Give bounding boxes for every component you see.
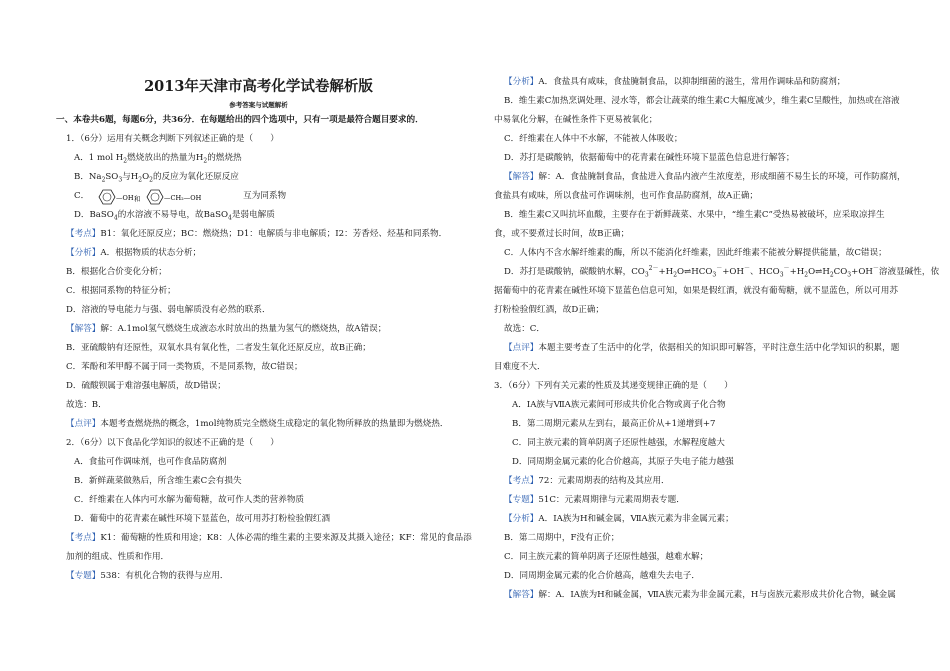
q3-jieda: 【解答】解：A．ⅠA族为H和碱金属，ⅦA族元素为非金属元素，H与卤族元素形成共价化合物，碱金属 <box>504 590 896 600</box>
phenol-ring <box>99 190 115 204</box>
q2-option-d: D．葡萄中的花青素在碱性环境下显蓝色，故可用苏打粉检验假红酒 <box>74 514 331 524</box>
benzyl-group: —CH₂—OH <box>164 193 202 202</box>
q1-option-d: D．BaSO$_4$的水溶液不易导电，故BaSO$_4$是弱电解质 <box>74 210 275 222</box>
q1-option-b: B．$Na_2SO_3$与$H_2O_2$的反应为氧化还原反应 <box>74 172 239 184</box>
phenol-group: —OH <box>116 193 134 202</box>
q3-fenxi-line: C．同主族元素的简单阴离子还原性越强，越难水解； <box>504 552 709 562</box>
page-subtitle: 参考答案与试题解析 <box>229 101 288 109</box>
q2-fenxi-line: 中易氧化分解，在碱性条件下更易被氧化； <box>494 115 658 125</box>
and-word: 和 <box>134 194 141 203</box>
q3-option-c: C．同主族元素的简单阴离子还原性越强，水解程度越大 <box>512 438 725 448</box>
page-title: 2013年天津市高考化学试卷解析版 <box>144 78 373 95</box>
q2-jieda-line: 打粉检验假红酒，故D正确； <box>494 305 605 315</box>
q1-fenxi: 【分析】A．根据物质的状态分析； <box>66 248 202 258</box>
q2-kaodian-line: 加剂的组成、性质和作用． <box>66 552 170 562</box>
q3-option-a: A．ⅠA族与ⅦA族元素间可形成共价化合物或离子化合物 <box>512 400 726 410</box>
q2-fenxi-line: D．苏打是碳酸钠，依据葡萄中的花青素在碱性环境下显蓝色信息进行解答； <box>504 153 795 163</box>
q1-kaodian: 【考点】B1：氧化还原反应；BC：燃烧热；D1：电解质与非电解质；I2：芳香烃、烃基和同系物． <box>66 229 448 239</box>
q2-option-b: B．新鲜蔬菜做熟后，所含维生素C会有损失 <box>74 476 242 486</box>
q2-jieda-line: C．人体内不含水解纤维素的酶，所以不能消化纤维素，因此纤维素不能被分解提供能量，故C错误； <box>504 248 887 258</box>
q2-answer: 故选：C． <box>504 324 545 334</box>
q1-jieda-line: D．硫酸钡属于难溶强电解质，故D错误； <box>66 381 226 391</box>
q1-fenxi-line: D．溶液的导电能力与强、弱电解质没有必然的联系． <box>66 305 271 315</box>
q2-jieda-line: 食盐具有咸味，所以食盐可作调味剂，也可作食品防腐剂，故A正确； <box>494 191 759 201</box>
q2-jieda-line: 据葡萄中的花青素在碱性环境下显蓝色信息可知，如果是假红酒，就没有葡萄糖，就不显蓝色，所以可用苏 <box>494 286 898 296</box>
q2-kaodian: 【考点】K1：葡萄糖的性质和用途；K8：人体必需的维生素的主要来源及其摄入途径；KF：常见的食品添 <box>66 533 472 543</box>
benzyl-ring-circle <box>151 193 159 201</box>
q3-stem: 3．（6分）下列有关元素的性质及其递变规律正确的是（ ） <box>494 381 733 391</box>
q2-zhuanti: 【专题】538：有机化合物的获得与应用． <box>66 571 229 581</box>
q3-option-d: D．同周期金属元素的化合价越高，其原子失电子能力越强 <box>512 457 734 467</box>
q1-option-c: C． —OH 和 —CH₂—OH 互为同系物 <box>56 187 461 206</box>
q2-option-c: C．纤维素在人体内可水解为葡萄糖，故可作人类的营养物质 <box>74 495 305 505</box>
phenol-ring-circle <box>103 193 111 201</box>
q1-jieda: 【解答】解：A.1mol氢气燃烧生成液态水时放出的热量为氢气的燃烧热，故A错误； <box>66 324 387 334</box>
q2-fenxi-line: C．纤维素在人体中不水解，不能被人体吸收； <box>504 134 683 144</box>
q2-jieda-line: B．维生素C又叫抗坏血酸，主要存在于新鲜蔬菜、水果中，“维生素C”受热易被破坏，应采取凉拌生 <box>504 210 885 220</box>
right-flow <box>494 73 940 605</box>
q2-dianping: 【点评】本题主要考查了生活中的化学，依据相关的知识即可解答，平时注意生活中化学知识的积累，题 <box>504 343 900 353</box>
q1-jieda-line: B．亚硫酸钠有还原性，双氧水具有氧化性，二者发生氧化还原反应，故B正确； <box>66 343 371 353</box>
q2-jieda: 【解答】解：A．食盐腌制食品，食盐进入食品内液产生浓度差，形成细菌不易生长的环境，可作防腐剂， <box>504 172 906 182</box>
section-heading: 一、本卷共6题，每题6分，共36分．在每题给出的四个选项中，只有一项是最符合题目要求的． <box>56 115 424 125</box>
q1-fenxi-line: C．根据同系物的特征分析； <box>66 286 176 296</box>
q2-stem: 2．（6分）以下食品化学知识的叙述不正确的是（ ） <box>66 438 279 448</box>
q3-zhuanti: 【专题】51C：元素周期律与元素周期表专题． <box>504 495 685 505</box>
q1-stem: 1．（6分）运用有关概念判断下列叙述正确的是（ ） <box>66 134 279 144</box>
benzene-structures-diagram <box>91 188 241 206</box>
q1-fenxi-line: B．根据化合价变化分析； <box>66 267 167 277</box>
q3-option-b: B．第二周期元素从左到右，最高正价从+1递增到+7 <box>512 419 716 429</box>
q3-kaodian: 【考点】72：元素周期表的结构及其应用． <box>504 476 670 486</box>
q2-option-a: A．食盐可作调味剂，也可作食品防腐剂 <box>74 457 227 467</box>
q2-dianping-line: 目难度不大． <box>494 362 546 372</box>
q1-dianping: 【点评】本题考查燃烧热的概念，1mol纯物质完全燃烧生成稳定的氧化物所释放的热量即为燃烧热． <box>66 419 449 429</box>
q1-option-a: A．1 mol $H_2$燃烧放出的热量为$H_2$的燃烧热 <box>74 153 242 165</box>
q2-jieda-line: 食，或不要煮过长时间，故B正确； <box>494 229 630 239</box>
q2-fenxi: 【分析】A．食盐具有咸味，食盐腌制食品，以抑制细菌的滋生，常用作调味品和防腐剂； <box>504 77 846 87</box>
q3-fenxi-line: B．第二周期中，F没有正价； <box>504 533 620 543</box>
q2-jieda-equation: D．苏打是碳酸钠，碳酸钠水解，$CO_3^{2-}+H_2O\rightleftharpoons HCO_3^-+OH^-$、$HCO_3^-+H_2O\rightleftharpoons H_2CO_3+OH^-$溶液显碱性，依 <box>504 265 940 279</box>
q1-answer: 故选：B． <box>66 400 107 410</box>
q2-fenxi-line: B．维生素C加热烹调处理、浸水等，都会让蔬菜的维生素C大幅度减少，维生素C呈酸性，加热或在溶液 <box>504 96 900 106</box>
q3-fenxi: 【分析】A．ⅠA族为H和碱金属，ⅦA族元素为非金属元素； <box>504 514 734 524</box>
benzyl-ring <box>147 190 163 204</box>
left-flow <box>56 111 472 586</box>
q1-jieda-line: C．苯酚和苯甲醇不属于同一类物质，不是同系物，故C错误； <box>66 362 303 372</box>
q3-fenxi-line: D．同周期金属元素的化合价越高，越难失去电子． <box>504 571 700 581</box>
